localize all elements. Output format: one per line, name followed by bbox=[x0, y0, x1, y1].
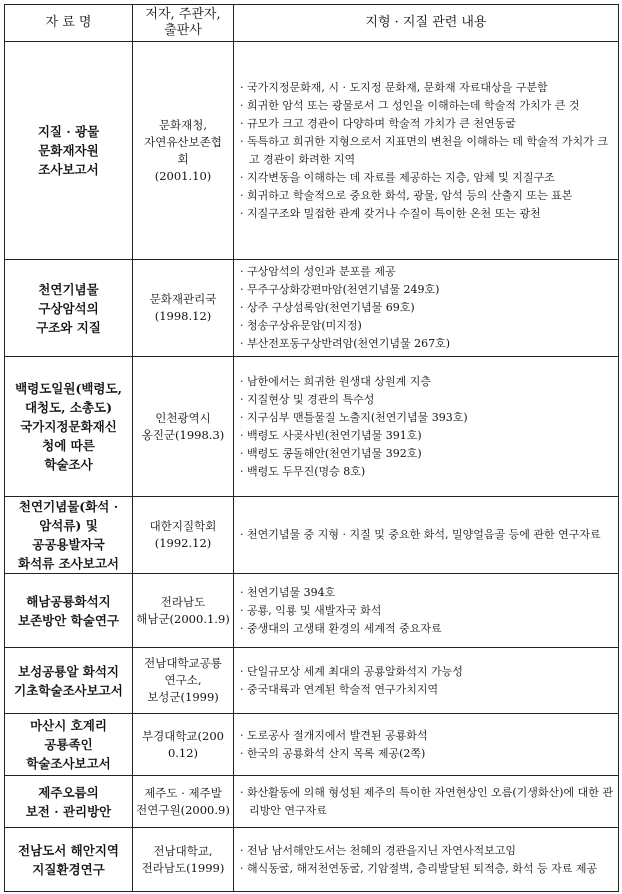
list-item: · 중국대륙과 연계된 학술적 연구가치지역 bbox=[240, 682, 439, 696]
list-item: · 도로공사 절개지에서 발견된 공룡화석 bbox=[240, 728, 428, 742]
table-row bbox=[5, 776, 619, 828]
list-item: · 단일규모상 세계 최대의 공룡알화석지 가능성 bbox=[240, 664, 463, 678]
document-name: 천연기념물(화석 · 암석류) 및 공공용발자국 화석류 조사보고서 bbox=[5, 497, 133, 574]
list-item: · 무주구상화강편마암(천연기념물 249호) bbox=[240, 283, 440, 296]
list-item: · 희귀한 암석 또는 광물로서 그 성인을 이해하는데 학술적 가치가 큰 것 bbox=[240, 98, 580, 112]
document-name: 마산시 호계리 공룡족인 학술조사보고서 bbox=[5, 714, 133, 776]
content-list bbox=[234, 714, 619, 776]
header-content: 지형 · 지질 관련 내용 bbox=[234, 5, 619, 42]
publisher: 전라남도 해남군(2000.1.9) bbox=[133, 574, 234, 648]
publisher: 인천광역시 옹진군(1998.3) bbox=[133, 357, 234, 497]
list-item: · 희귀하고 학술적으로 중요한 화석, 광물, 암석 등의 산출지 또는 표본 bbox=[240, 188, 573, 202]
list-item: · 전남 남서해안도서는 천혜의 경관을지닌 자연사적보고임 bbox=[240, 843, 517, 857]
list-item: · 해식동굴, 해저천연동굴, 기암절벽, 층리발달된 퇴적층, 화석 등 자료 제공 bbox=[240, 861, 598, 875]
list-item: · 국가지정문화재, 시 · 도지정 문화재, 문화재 자료대상을 구분함 bbox=[240, 80, 548, 94]
document-name: 해남공룡화석지 보존방안 학술연구 bbox=[5, 574, 133, 648]
table-row bbox=[5, 648, 619, 714]
document-name: 전남도서 해안지역 지질환경연구 bbox=[5, 828, 133, 892]
table-row bbox=[5, 260, 619, 357]
document-name: 천연기념물 구상암석의 구조와 지질 bbox=[5, 260, 133, 357]
content-list bbox=[234, 260, 619, 357]
publisher: 문화재청, 자연유산보존협 회 (2001.10) bbox=[133, 42, 234, 260]
list-item: · 지구심부 맨틀물질 노출지(천연기념물 393호) bbox=[240, 410, 468, 424]
list-item: · 지질현상 및 경관의 특수성 bbox=[240, 392, 375, 406]
table-row bbox=[5, 497, 619, 574]
list-item: · 규모가 크고 경관이 다양하며 학술적 가치가 큰 천연동굴 bbox=[240, 116, 516, 130]
list-item: · 독특하고 희귀한 지형으로서 지표면의 변천을 이해하는 데 학술적 가치가 크고 경관이 화려한 지역 bbox=[240, 134, 608, 166]
list-item: · 백령도 콩돌해안(천연기념물 392호) bbox=[240, 446, 422, 460]
list-item: · 화산활동에 의해 형성된 제주의 특이한 자연현상인 오름(기생화산)에 대한 관리방안 연구자료 bbox=[240, 785, 613, 817]
list-item: · 상주 구상섬록암(천연기념물 69호) bbox=[240, 301, 415, 314]
list-item: · 지각변동을 이해하는 데 자료를 제공하는 지층, 암체 및 지질구조 bbox=[240, 170, 555, 184]
header-name: 자 료 명 bbox=[5, 5, 133, 42]
publisher: 부경대학교(200 0.12) bbox=[133, 714, 234, 776]
list-item: · 백령도 사곶사빈(천연기념물 391호) bbox=[240, 428, 422, 442]
document-name: 보성공룡알 화석지 기초학술조사보고서 bbox=[5, 648, 133, 714]
list-item: · 남한에서는 희귀한 원생대 상원계 지층 bbox=[240, 374, 431, 388]
content-list bbox=[234, 42, 619, 260]
document-name: 제주오름의 보전 · 관리방안 bbox=[5, 776, 133, 828]
document-name: 지질 · 광물 문화재자원 조사보고서 bbox=[5, 42, 133, 260]
content-list bbox=[234, 776, 619, 828]
list-item: · 구상암석의 성인과 분포를 제공 bbox=[240, 265, 396, 278]
list-item: · 백령도 두무진(명승 8호) bbox=[240, 464, 366, 478]
content-list bbox=[234, 648, 619, 714]
document-name: 백령도일원(백령도, 대청도, 소총도) 국가지정문화재신 청에 따른 학술조사 bbox=[5, 357, 133, 497]
header-publisher: 저자, 주관자, 출판사 bbox=[133, 5, 234, 42]
list-item: · 천연기념물 394호 bbox=[240, 585, 336, 599]
publisher: 대한지질학회 (1992.12) bbox=[133, 497, 234, 574]
content-list bbox=[234, 357, 619, 497]
table-row bbox=[5, 357, 619, 497]
publisher: 문화재관리국 (1998.12) bbox=[133, 260, 234, 357]
list-item: · 중생대의 고생태 환경의 세계적 중요자료 bbox=[240, 621, 442, 635]
reference-table bbox=[4, 4, 619, 892]
table-row bbox=[5, 828, 619, 892]
header-row bbox=[5, 5, 619, 42]
content-list bbox=[234, 497, 619, 574]
list-item: · 지질구조와 밀접한 관계 갖거나 수질이 특이한 온천 또는 광천 bbox=[240, 206, 541, 220]
content-list bbox=[234, 574, 619, 648]
list-item: · 부산전포동구상반려암(천연기념물 267호) bbox=[240, 337, 451, 350]
publisher: 전남대학교공룡 연구소, 보성군(1999) bbox=[133, 648, 234, 714]
publisher: 전남대학교, 전라남도(1999) bbox=[133, 828, 234, 892]
list-item: · 한국의 공룡화석 산지 목록 제공(2쪽) bbox=[240, 746, 426, 760]
table-row bbox=[5, 42, 619, 260]
table-row bbox=[5, 714, 619, 776]
publisher: 제주도 · 제주발 전연구원(2000.9) bbox=[133, 776, 234, 828]
table-row bbox=[5, 574, 619, 648]
list-item: · 공룡, 익룡 및 새발자국 화석 bbox=[240, 603, 382, 617]
list-item: · 천연기념물 중 지형 · 지질 및 중요한 화석, 밀양얼음골 등에 관한 연구자료 bbox=[240, 528, 601, 541]
content-list bbox=[234, 828, 619, 892]
list-item: · 청송구상유문암(미지정) bbox=[240, 319, 362, 332]
